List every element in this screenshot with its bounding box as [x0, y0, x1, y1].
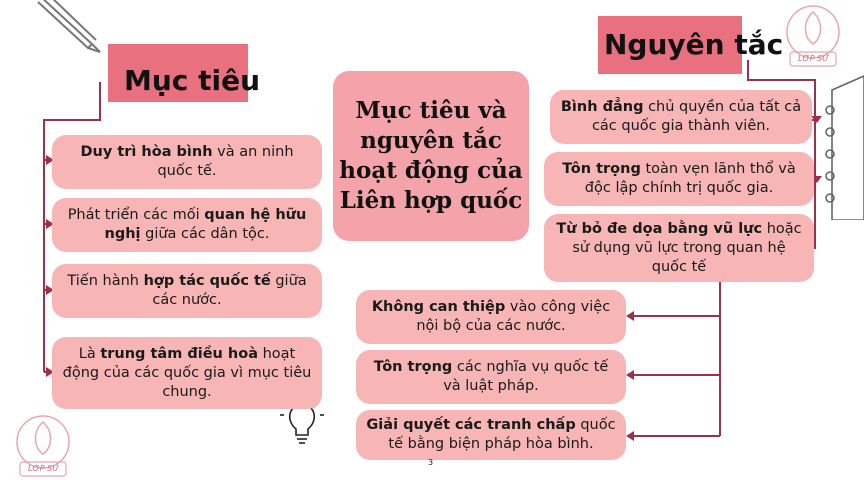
muc-tieu-title: Mục tiêu [124, 64, 261, 97]
nguyen-tac-item: Tôn trọng toàn vẹn lãnh thổ và độc lập chính trị quốc gia. [544, 152, 814, 206]
logo-text: LỚP SỬ [28, 464, 59, 473]
muc-tieu-item: Tiến hành hợp tác quốc tế giữa các nước. [52, 264, 322, 318]
muc-tieu-item: Là trung tâm điều hoà hoạt động của các quốc gia vì mục tiêu chung. [52, 337, 322, 409]
notebook-icon [818, 70, 864, 220]
muc-tieu-item: Duy trì hòa bình và an ninh quốc tế. [52, 135, 322, 189]
page-number: 3 [428, 458, 434, 467]
center-title: Mục tiêu và nguyên tắc hoạt động của Liên hợp quốc [339, 97, 523, 214]
center-title-box [333, 71, 529, 241]
nguyen-tac-item: Không can thiệp vào công việc nội bộ của các nước. [356, 290, 626, 344]
nguyen-tac-item: Từ bỏ đe dọa bằng vũ lực hoặc sử dụng vũ lực trong quan hệ quốc tế [544, 214, 814, 282]
nguyen-tac-item: Tôn trọng các nghĩa vụ quốc tế và luật pháp. [356, 350, 626, 404]
nguyen-tac-title: Nguyên tắc [604, 28, 784, 61]
nguyen-tac-item: Bình đẳng chủ quyền của tất cả các quốc gia thành viên. [550, 90, 812, 144]
muc-tieu-item: Phát triển các mối quan hệ hữu nghị giữa các dân tộc. [52, 198, 322, 252]
nguyen-tac-item: Giải quyết các tranh chấp quốc tế bằng biện pháp hòa bình. [356, 410, 626, 460]
pencil-icon [30, 0, 110, 56]
lop-su-logo-bottom [8, 412, 78, 480]
lop-su-logo-top [778, 2, 848, 70]
logo-text: LỚP SỬ [798, 54, 829, 63]
